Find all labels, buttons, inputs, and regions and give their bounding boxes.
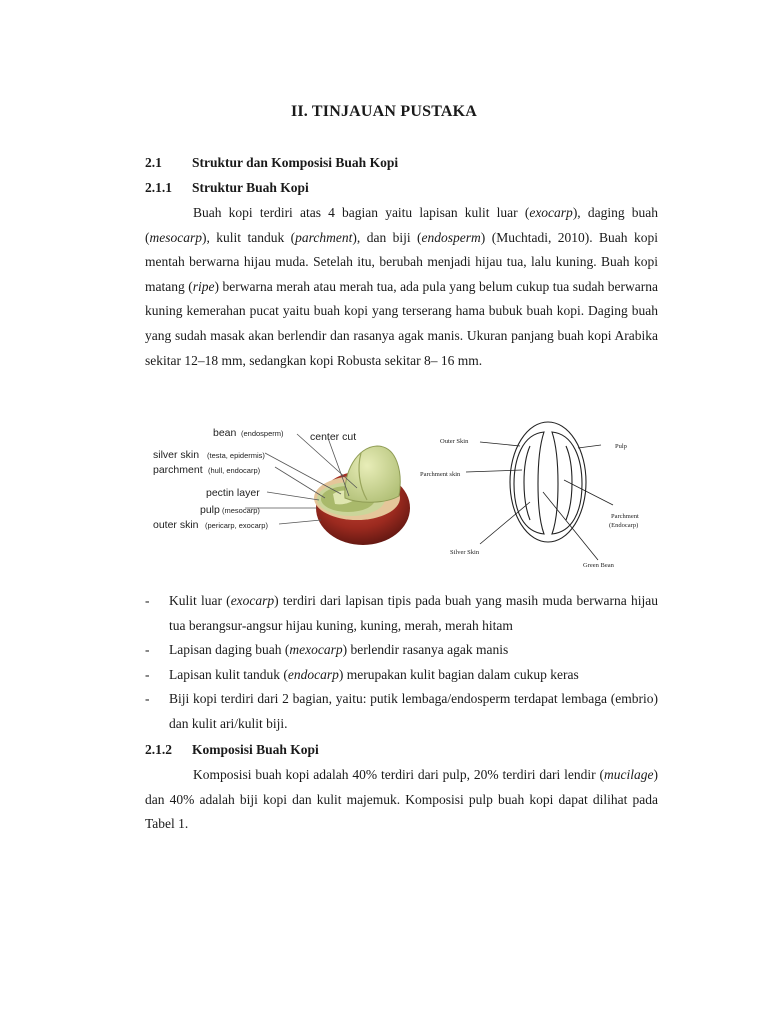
text: ) merupakan kulit bagian dalam cukup keras [338,666,579,682]
label-silver-skin-sub: (testa, epidermis) [207,451,265,460]
text: ) dan 40% adalah biji kopi dan kulit majemuk. Komposisi pulp buah kopi dapat dilihat pada Tabel 1. [145,767,658,832]
schematic-leader-lines [466,442,613,560]
bean-half [345,446,400,502]
text: Komposisi buah kopi adalah 40% terdiri dari pulp, 20% terdiri dari lendir ( [193,767,604,782]
label-parchment-skin: Parchment skin [420,471,461,478]
section-title: Struktur dan Komposisi Buah Kopi [192,155,399,170]
bullet-dash: - [145,691,150,707]
text: Lapisan daging buah ( [169,642,290,658]
term-italic: exocarp [230,593,275,608]
label-pulp-sub: (mesocarp) [222,506,260,515]
text: ) terdiri dari lapisan tipis pada buah yang masih muda berwarna hijau tua berangsur-angsur hijau kuning, kuning, merah, merah hitam [169,593,658,633]
bullet-list [145,589,658,737]
label-bean: bean [213,427,237,439]
text: Buah kopi terdiri atas 4 bagian yaitu lapisan kulit luar ( [193,205,530,220]
section-heading-2-1-2 [145,742,319,758]
chapter-title: II. TINJAUAN PUSTAKA [290,103,478,120]
label-silver-skin: silver skin [153,449,200,461]
label-outer-skin: outer skin [153,519,199,531]
term-italic: mexocarp [289,642,343,658]
bullet-dash: - [145,593,150,608]
label-bean-sub: (endosperm) [241,429,284,438]
text: ), dan biji ( [352,229,422,245]
section-title: Komposisi Buah Kopi [192,742,319,757]
label-parchment: parchment [153,464,203,476]
paragraph-struktur [145,201,658,373]
text: ) berwarna merah atau merah tua, ada pula yang belum cukup tua sudah berwarna kuning kemerahan pucat yaitu buah kopi yang terserang hama bubuk buah kopi. Daging buah yang sudah masak akan berlendir dan rasanya agak manis. Ukuran panjang buah kopi Arabika sekitar 12–18 mm, sedangkan kopi Robusta sekitar 8– 16 mm. [145,278,659,368]
text: ) berlendir rasanya agak manis [342,642,509,658]
label-pulp: pulp [200,504,220,516]
section-title: Struktur Buah Kopi [192,180,309,195]
bullet-dash: - [145,666,150,682]
list-item [145,663,658,688]
label-endocarp: (Endocarp) [609,522,639,529]
text: ), daging buah ( [145,205,658,245]
term-italic: exocarp [529,205,573,220]
label-green-bean: Green Bean [583,562,614,569]
term-italic: ripe [192,278,215,294]
label-parchment: Parchment [611,513,639,520]
label-outer-skin-sub: (pericarp, exocarp) [205,521,268,530]
left-parchment-line [524,446,530,520]
bullet-dash: - [145,642,150,658]
label-pulp: Pulp [615,443,627,450]
outer-skin-shape [510,422,586,542]
term-italic: parchment [295,229,353,245]
label-pectin-layer: pectin layer [206,487,260,499]
term-italic: mesocarp [149,229,202,245]
section-number: 2.1.2 [145,742,172,757]
section-number: 2.1.1 [145,180,172,195]
term-italic: endosperm [421,229,481,245]
term-italic: mucilage [604,767,654,782]
list-item [145,638,658,663]
list-item [145,687,658,736]
section-heading-2-1 [145,155,398,171]
text: ) (Muchtadi, 2010). Buah kopi mentah berwarna hijau muda. Setelah itu, berubah menjadi hijau tua, lalu kuning. Buah kopi matang ( [145,229,658,294]
term-italic: endocarp [287,666,339,682]
section-heading-2-1-1 [145,180,309,196]
coffee-cherry-schematic-figure [418,420,658,575]
text: Lapisan kulit tanduk ( [169,666,288,682]
text: Kulit luar ( [169,593,231,608]
label-center-cut: center cut [310,431,357,443]
text: ), kulit tanduk ( [202,229,296,245]
coffee-cherry-cutaway-figure [145,420,410,545]
text: Biji kopi terdiri dari 2 bagian, yaitu: putik lembaga/endosperm terdapat lembaga (embrio) dan kulit ari/kulit biji. [169,691,658,731]
label-outer-skin: Outer Skin [440,438,469,445]
label-silver-skin: Silver Skin [450,549,480,556]
list-item [145,589,658,638]
schematic-outline [510,422,586,542]
paragraph-komposisi [145,763,658,837]
section-number: 2.1 [145,155,162,170]
label-parchment-sub: (hull, endocarp) [208,466,261,475]
